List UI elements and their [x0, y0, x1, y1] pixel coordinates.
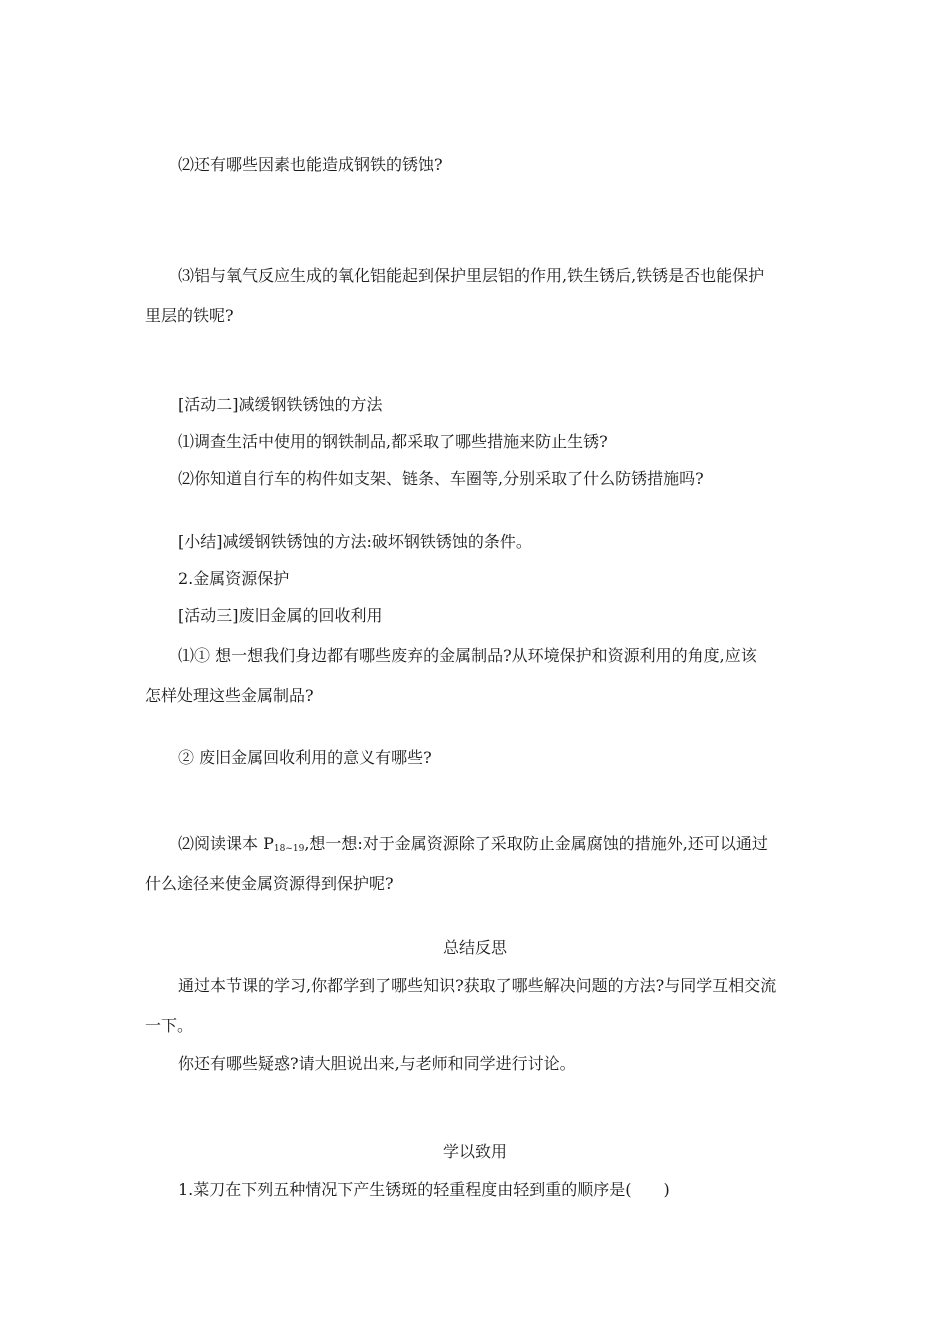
activity-3-item-2-line-2: 什么途径来使金属资源得到保护呢?: [145, 874, 394, 893]
section-2-heading: 2.金属资源保护: [178, 569, 290, 588]
reflection-text-1-line-2: 一下。: [145, 1016, 194, 1035]
reflection-text-2: 你还有哪些疑惑?请大胆说出来,与老师和同学进行讨论。: [178, 1054, 576, 1073]
activity-2-item-1: ⑴调查生活中使用的钢铁制品,都采取了哪些措施来防止生锈?: [178, 432, 608, 451]
activity-3-item-2-prefix: ⑵阅读课本 P: [178, 834, 274, 853]
activity-2-item-2: ⑵你知道自行车的构件如支架、链条、车圈等,分别采取了什么防锈措施吗?: [178, 469, 704, 488]
activity-3-item-2-line-1: [178, 834, 768, 859]
question-3-line-2: 里层的铁呢?: [145, 306, 234, 325]
application-question-1: 1.菜刀在下列五种情况下产生锈斑的轻重程度由轻到重的顺序是( ): [178, 1180, 670, 1199]
activity-3-item-1-sub-2: ② 废旧金属回收利用的意义有哪些?: [178, 748, 432, 767]
reflection-text-1-line-1: 通过本节课的学习,你都学到了哪些知识?获取了哪些解决问题的方法?与同学互相交流: [178, 976, 777, 995]
application-heading: 学以致用: [442, 1142, 507, 1161]
question-3-line-1: ⑶铝与氧气反应生成的氧化铝能起到保护里层铝的作用,铁生锈后,铁锈是否也能保护: [178, 266, 765, 285]
activity-3-item-1-line-2: 怎样处理这些金属制品?: [145, 686, 314, 705]
activity-3-heading: [活动三]废旧金属的回收利用: [178, 606, 383, 625]
activity-2-heading: [活动二]减缓钢铁锈蚀的方法: [178, 395, 383, 414]
question-2: ⑵还有哪些因素也能造成钢铁的锈蚀?: [178, 155, 443, 174]
summary-note: [小结]减缓钢铁锈蚀的方法:破坏钢铁锈蚀的条件。: [178, 532, 532, 551]
reflection-heading: 总结反思: [442, 938, 507, 957]
page-range-subscript: 18~19: [273, 844, 305, 854]
activity-3-item-2-text: ,想一想:对于金属资源除了采取防止金属腐蚀的措施外,还可以通过: [304, 834, 768, 853]
activity-3-item-1-line-1: ⑴① 想一想我们身边都有哪些废弃的金属制品?从环境保护和资源利用的角度,应该: [178, 646, 757, 665]
